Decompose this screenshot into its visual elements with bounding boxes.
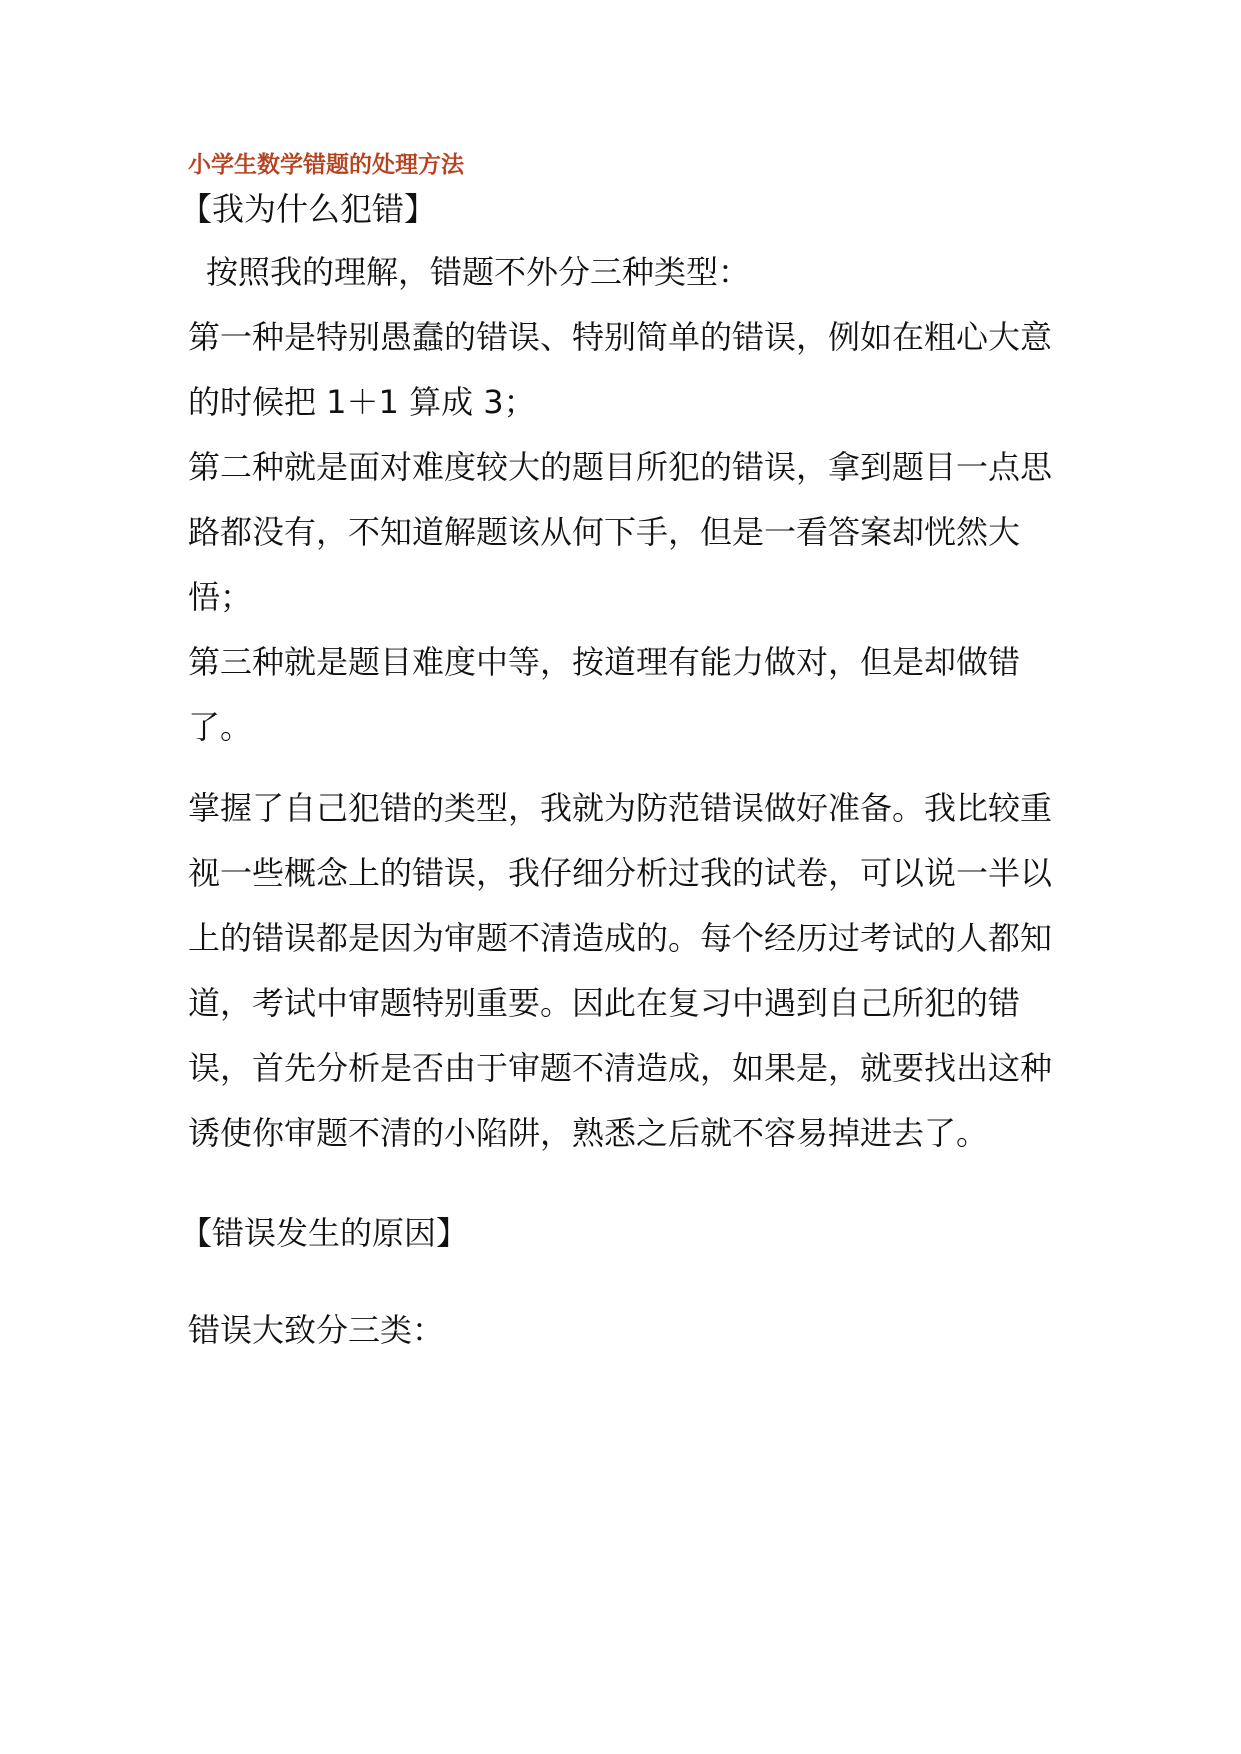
mistake-type-3: 第三种就是题目难度中等，按道理有能力做对，但是却做错了。 xyxy=(188,643,1021,746)
section-heading-causes: 【错误发生的原因】 xyxy=(180,1214,469,1252)
document-title: 小学生数学错题的处理方法 xyxy=(188,151,464,178)
section-spacer xyxy=(188,1166,1068,1212)
mistake-type-2: 第二种就是面对难度较大的题目所犯的错误，拿到题目一点思路都没有，不知道解题该从何下手，但是一看答案却恍然大悟； xyxy=(188,448,1053,616)
section2-intro: 错误大致分三类： xyxy=(188,1311,445,1349)
heading-spacer xyxy=(188,1254,1068,1298)
section1-intro: 按照我的理解，错题不外分三种类型： xyxy=(206,253,751,291)
section1-paragraph: 掌握了自己犯错的类型，我就为防范错误做好准备。我比较重视一些概念上的错误，我仔细分析过我的试卷，可以说一半以上的错误都是因为审题不清造成的。每个经历过考试的人都知道，考试中审题特别重要。因此在复习中遇到自己所犯的错误，首先分析是否由于审题不清造成，如果是，就要找出这种诱使你审题不清的小陷阱，熟悉之后就不容易掉进去了。 xyxy=(188,789,1053,1152)
paragraph-spacer xyxy=(188,760,1068,776)
section-heading-why-mistakes: 【我为什么犯错】 xyxy=(180,190,437,228)
document-body xyxy=(180,148,1068,1363)
mistake-type-1: 第一种是特别愚蠢的错误、特别简单的错误，例如在粗心大意的时候把 1＋1 算成 3； xyxy=(188,318,1053,421)
